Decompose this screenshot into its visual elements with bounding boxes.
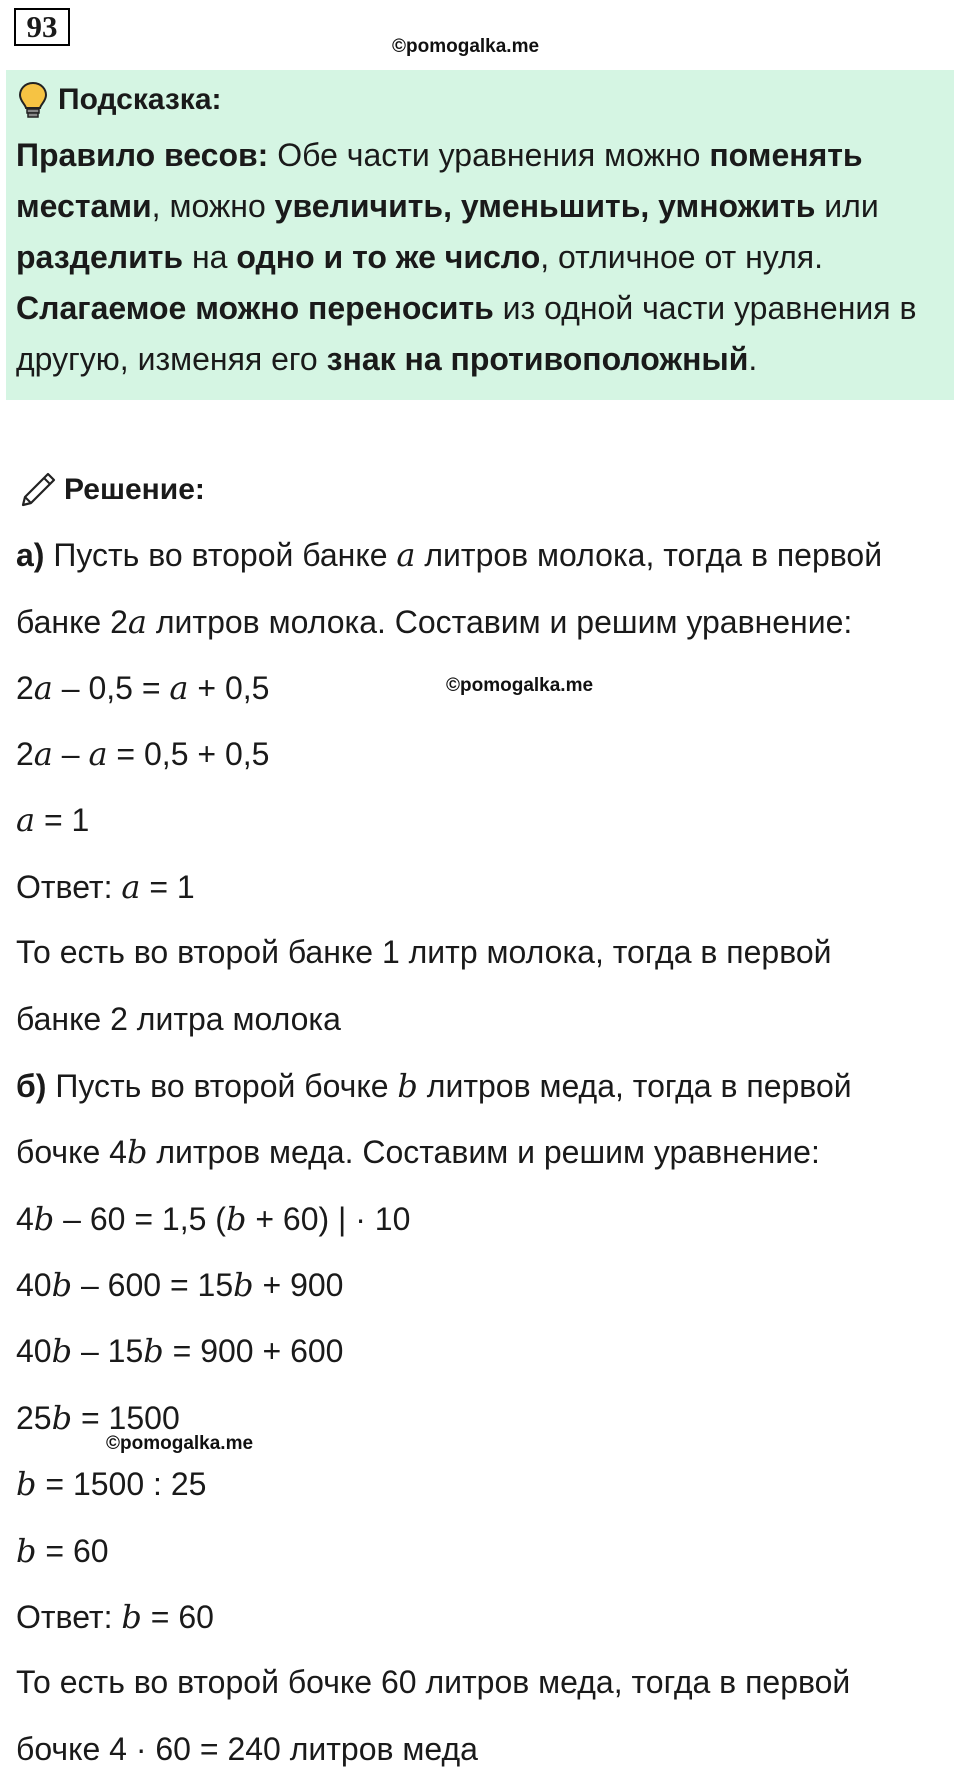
- hint-text-part: из одной части уравнения в другую, изменяя его: [16, 290, 917, 377]
- solution-a-line1: [16, 536, 882, 574]
- text: –: [52, 736, 89, 772]
- hint-text-part: на: [183, 239, 237, 275]
- answer-b: [16, 1598, 214, 1636]
- variable-b: b: [121, 1598, 142, 1636]
- hint-bold-part: одно и то же число: [236, 239, 541, 275]
- task-number: 93: [14, 8, 70, 46]
- text: + 0,5: [188, 670, 270, 706]
- variable-b: b: [233, 1266, 254, 1304]
- hint-text: [16, 130, 944, 385]
- text: бочке 4: [16, 1134, 127, 1170]
- text: Ответ:: [16, 869, 122, 905]
- variable-a: a: [33, 735, 53, 773]
- text: = 1500: [72, 1400, 180, 1436]
- equation-a1: [16, 669, 269, 707]
- variable-a: a: [121, 868, 141, 906]
- hint-bold-part: поменять местами: [16, 137, 863, 224]
- text: 25: [16, 1400, 52, 1436]
- text: литров меда. Составим и решим уравнение:: [147, 1134, 820, 1170]
- variable-a: a: [396, 536, 416, 574]
- hint-title: Подсказка:: [58, 83, 222, 116]
- text: 2: [16, 736, 34, 772]
- variable-a: a: [16, 801, 36, 839]
- hint-text-part: или: [815, 188, 879, 224]
- variable-b: b: [225, 1200, 247, 1238]
- variable-b: b: [16, 1465, 37, 1503]
- text: = 60: [141, 1599, 214, 1635]
- conclusion-b2: бочке 4 · 60 = 240 литров меда: [16, 1731, 478, 1767]
- conclusion-a1: То есть во второй банке 1 литр молока, тогда в первой: [16, 934, 832, 970]
- part-b-label: б): [16, 1068, 47, 1104]
- text: = 0,5 + 0,5: [107, 736, 270, 772]
- hint-bold-part: знак на противоположный: [326, 341, 749, 377]
- watermark-middle: ©pomogalka.me: [446, 675, 594, 696]
- hint-text-part: , можно: [151, 188, 275, 224]
- variable-b: b: [33, 1200, 55, 1238]
- pencil-icon: [18, 470, 58, 510]
- hint-text-part: Обе части уравнения можно: [268, 137, 710, 173]
- text: – 60 = 1,5 (: [54, 1201, 226, 1237]
- hint-bold-part: разделить: [16, 239, 184, 275]
- part-a-label: а): [16, 537, 45, 573]
- text: Пусть во второй бочке: [46, 1068, 398, 1104]
- text: = 1: [140, 869, 195, 905]
- solution-header: [18, 470, 205, 510]
- variable-a: a: [169, 669, 189, 707]
- conclusion-a2: банке 2 литра молока: [16, 1001, 341, 1037]
- variable-a: a: [88, 735, 108, 773]
- solution-b-line2: [16, 1133, 820, 1171]
- solution-title: Решение:: [64, 473, 205, 506]
- equation-a3: [16, 801, 89, 839]
- text: = 60: [36, 1533, 109, 1569]
- watermark-bottom: ©pomogalka.me: [106, 1433, 254, 1454]
- equation-b1: [16, 1200, 410, 1238]
- variable-b: b: [397, 1067, 418, 1105]
- variable-b: b: [51, 1399, 73, 1437]
- lightbulb-icon: [16, 80, 50, 120]
- text: – 600 = 15: [72, 1267, 234, 1303]
- text: = 1500 : 25: [36, 1466, 207, 1502]
- text: 4: [16, 1201, 34, 1237]
- text: литров меда, тогда в первой: [417, 1068, 852, 1104]
- text: литров молока. Составим и решим уравнение:: [146, 604, 853, 640]
- variable-a: a: [127, 603, 147, 641]
- answer-a: [16, 868, 195, 906]
- text: = 1: [35, 802, 90, 838]
- text: литров молока, тогда в первой: [415, 537, 883, 573]
- text: = 900 + 600: [163, 1333, 344, 1369]
- variable-b: b: [126, 1133, 148, 1171]
- rule-label: Правило весов:: [16, 137, 269, 173]
- variable-b: b: [51, 1266, 73, 1304]
- variable-b: b: [143, 1332, 164, 1370]
- conclusion-b1: То есть во второй бочке 60 литров меда, тогда в первой: [16, 1664, 851, 1700]
- text: – 0,5 =: [52, 670, 170, 706]
- hint-header: [16, 78, 944, 122]
- variable-b: b: [16, 1532, 37, 1570]
- hint-text-part: , отличное от нуля.: [540, 239, 823, 275]
- equation-a2: [16, 735, 269, 773]
- hint-bold-part: увеличить, уменьшить, умножить: [274, 188, 816, 224]
- text: 40: [16, 1267, 52, 1303]
- solution-b-line1: [16, 1067, 852, 1105]
- equation-b5: [16, 1465, 206, 1503]
- variable-a: a: [33, 669, 53, 707]
- equation-b3: [16, 1332, 343, 1370]
- text: 2: [16, 670, 34, 706]
- variable-b: b: [51, 1332, 73, 1370]
- hint-box: [6, 70, 954, 400]
- equation-b6: [16, 1532, 109, 1570]
- equation-b2: [16, 1266, 343, 1304]
- watermark-top: ©pomogalka.me: [392, 36, 540, 57]
- text: Ответ:: [16, 1599, 122, 1635]
- text: Пусть во второй банке: [44, 537, 397, 573]
- text: + 60) | · 10: [246, 1201, 411, 1237]
- hint-text-part: .: [748, 341, 758, 377]
- solution-a-line2: [16, 603, 852, 641]
- equation-b4: [16, 1399, 180, 1437]
- text: – 15: [72, 1333, 144, 1369]
- hint-bold-part: Слагаемое можно переносить: [16, 290, 494, 326]
- text: 40: [16, 1333, 52, 1369]
- text: + 900: [253, 1267, 344, 1303]
- text: банке 2: [16, 604, 128, 640]
